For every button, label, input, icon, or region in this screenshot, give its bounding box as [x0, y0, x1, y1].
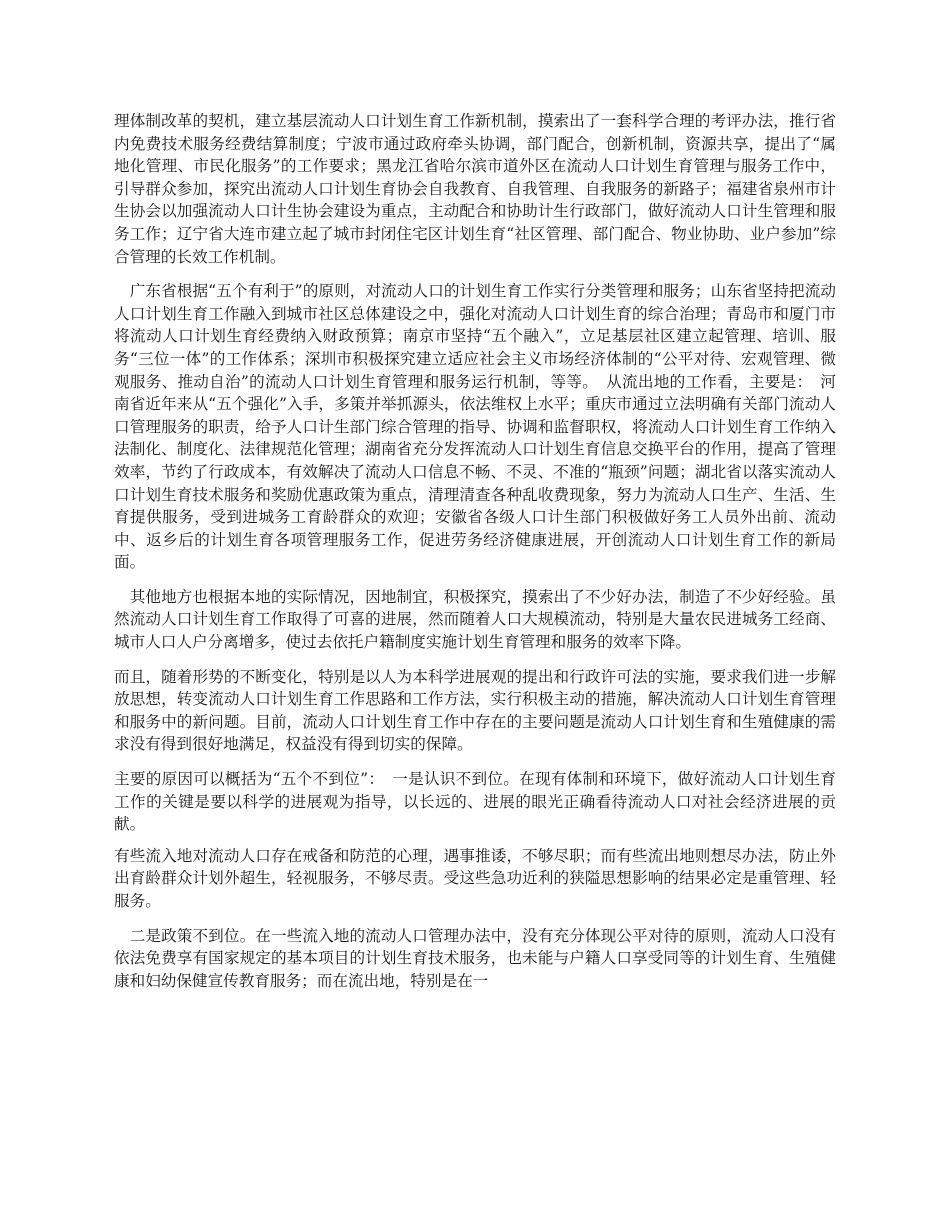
- paragraph-6: 有些流入地对流动人口存在戒备和防范的心理，遇事推诿，不够尽职；而有些流出地则想尽办法，防止外出育龄群众计划外超生，轻视服务，不够尽责。受这些急功近利的狭隘思想影响的结果必定是重管理、轻服务。: [114, 846, 836, 910]
- paragraph-7: 二是政策不到位。在一些流入地的流动人口管理办法中，没有充分体现公平对待的原则，流动人口没有依法免费享有国家规定的基本项目的计划生育技术服务，也未能与户籍人口享受同等的计划生育、生殖健康和妇幼保健宣传教育服务；而在流出地，特别是在一: [114, 926, 836, 990]
- paragraph-1: 理体制改革的契机，建立基层流动人口计划生育工作新机制，摸索出了一套科学合理的考评办法，推行省内免费技术服务经费结算制度；宁波市通过政府牵头协调，部门配合，创新机制，资源共享，提出了“属地化管理、市民化服务”的工作要求；黑龙江省哈尔滨市道外区在流动人口计划生育管理与服务工作中，引导群众参加，探究出流动人口计划生育协会自我教育、自我管理、自我服务的新路子；福建省泉州市计生协会以加强流动人口计生协会建设为重点，主动配合和协助计生行政部门，做好流动人口计生管理和服务工作；辽宁省大连市建立起了城市封闭住宅区计划生育“社区管理、部门配合、物业协助、业户参加”综合管理的长效工作机制。: [114, 112, 836, 266]
- paragraph-3: 其他地方也根据本地的实际情况，因地制宜，积极探究，摸索出了不少好办法，制造了不少好经验。虽然流动人口计划生育工作取得了可喜的进展，然而随着人口大规模流动，特别是大量农民进城务工经商、城市人口人户分离增多，使过去依托户籍制度实施计划生育管理和服务的效率下降。: [114, 587, 836, 652]
- paragraph-2: 广东省根据“五个有利于”的原则，对流动人口的计划生育工作实行分类管理和服务；山东省坚持把流动人口计划生育工作融入到城市社区总体建设之中，强化对流动人口计划生育的综合治理；青岛市和厦门市将流动人口计划生育经费纳入财政预算；南京市坚持“五个融入”，立足基层社区建立起管理、培训、服务“三位一体”的工作体系；深圳市积极探究建立适应社会主义市场经济体制的“公平对待、宏观管理、微观服务、推动自治”的流动人口计划生育管理和服务运行机制，等等。 从流出地的工作看，主要是： 河南省近年来从“五个强化”入手，多策并举抓源头，依法维权上水平；重庆市通过立法明确有关部门流动人口管理服务的职责，给予人口计生部门综合管理的指导、协调和监督职权，将流动人口计划生育工作纳入法制化、制度化、法律规范化管理；湖南省充分发挥流动人口计划生育信息交换平台的作用，提高了管理效率，节约了行政成本，有效解决了流动人口信息不畅、不灵、不准的“瓶颈”问题；湖北省以落实流动人口计划生育技术服务和奖励优惠政策为重点，清理清查各种乱收费现象，努力为流动人口生产、生活、生育提供服务，受到进城务工育龄群众的欢迎；安徽省各级人口计生部门积极做好务工人员外出前、流动中、返乡后的计划生育各项管理服务工作，促进劳务经济健康进展，开创流动人口计划生育工作的新局面。: [114, 282, 836, 572]
- paragraph-5: 主要的原因可以概括为“五个不到位”： 一是认识不到位。在现有体制和环境下，做好流动人口计划生育工作的关键是要以科学的进展观为指导，以长远的、进展的眼光正确看待流动人口对社会经济进展的贡献。: [114, 770, 836, 834]
- document-body: [114, 110, 836, 1004]
- paragraph-4: 而且，随着形势的不断变化，特别是以人为本科学进展观的提出和行政许可法的实施，要求我们进一步解放思想，转变流动人口计划生育工作思路和工作方法，实行积极主动的措施，解决流动人口计划生育管理和服务中的新问题。目前，流动人口计划生育工作中存在的主要问题是流动人口计划生育和生殖健康的需求没有得到很好地满足，权益没有得到切实的保障。: [114, 667, 836, 754]
